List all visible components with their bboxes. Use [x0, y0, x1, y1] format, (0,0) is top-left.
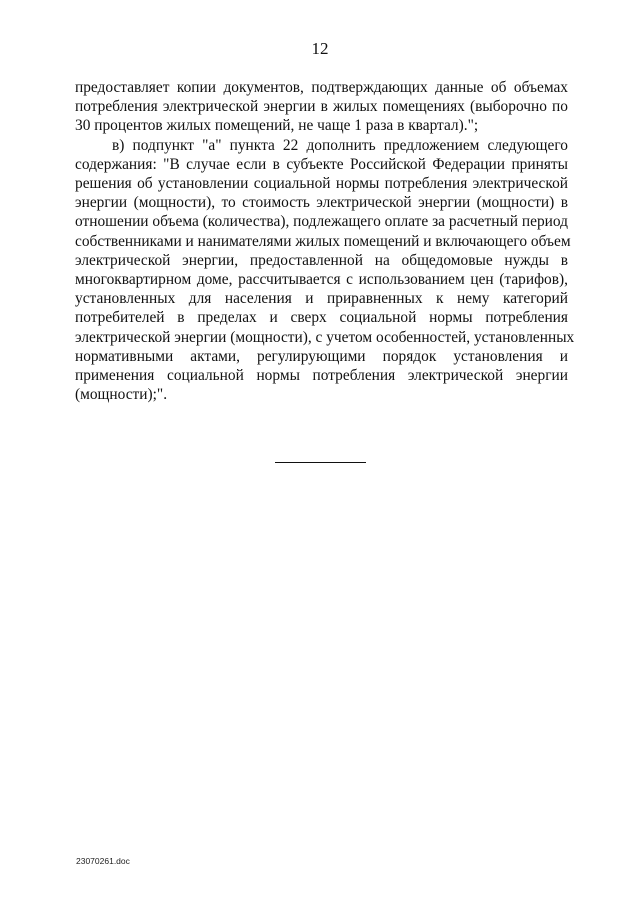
paragraph-continuation — [75, 78, 568, 136]
text-line: (мощности);". — [75, 386, 168, 404]
text-line: установленных для населения и приравненных к нему категорий — [75, 290, 568, 308]
text-line: 30 процентов жилых помещений, не чаще 1 раза в квартал)."; — [75, 117, 479, 135]
text-line: электрической энергии, предоставленной на общедомовые нужды в — [75, 251, 568, 269]
text-line: в) подпункт "а" пункта 22 дополнить предложением следующего — [112, 136, 568, 154]
text-line: применения социальной нормы потребления электрической энергии — [75, 367, 568, 385]
text-line: нормативными актами, регулирующими порядок установления и — [75, 347, 568, 365]
text-line: энергии (мощности), то стоимость электрической энергии (мощности) в — [75, 194, 568, 212]
document-body — [75, 78, 575, 404]
file-name-footer: 23070261.doc — [76, 856, 130, 866]
text-line: отношении объема (количества), подлежащего оплате за расчетный период — [75, 213, 568, 231]
text-line: электрической энергии (мощности), с учетом особенностей, установленных — [75, 328, 575, 346]
text-line: потребителей в пределах и сверх социальной нормы потребления — [75, 309, 568, 327]
paragraph-subitem-v — [75, 136, 575, 405]
text-line: собственниками и нанимателями жилых помещений и включающего объем — [75, 232, 571, 250]
section-divider — [275, 462, 366, 463]
text-line: многоквартирном доме, рассчитывается с использованием цен (тарифов), — [75, 271, 568, 289]
page-number: 12 — [311, 39, 329, 58]
text-line: предоставляет копии документов, подтверждающих данные об объемах — [75, 79, 568, 96]
text-line: потребления электрической энергии в жилых помещениях (выборочно по — [75, 98, 568, 116]
text-line: содержания: "В случае если в субъекте Российской Федерации приняты — [75, 155, 568, 173]
text-line: решения об установлении социальной нормы потребления электрической — [75, 175, 568, 193]
